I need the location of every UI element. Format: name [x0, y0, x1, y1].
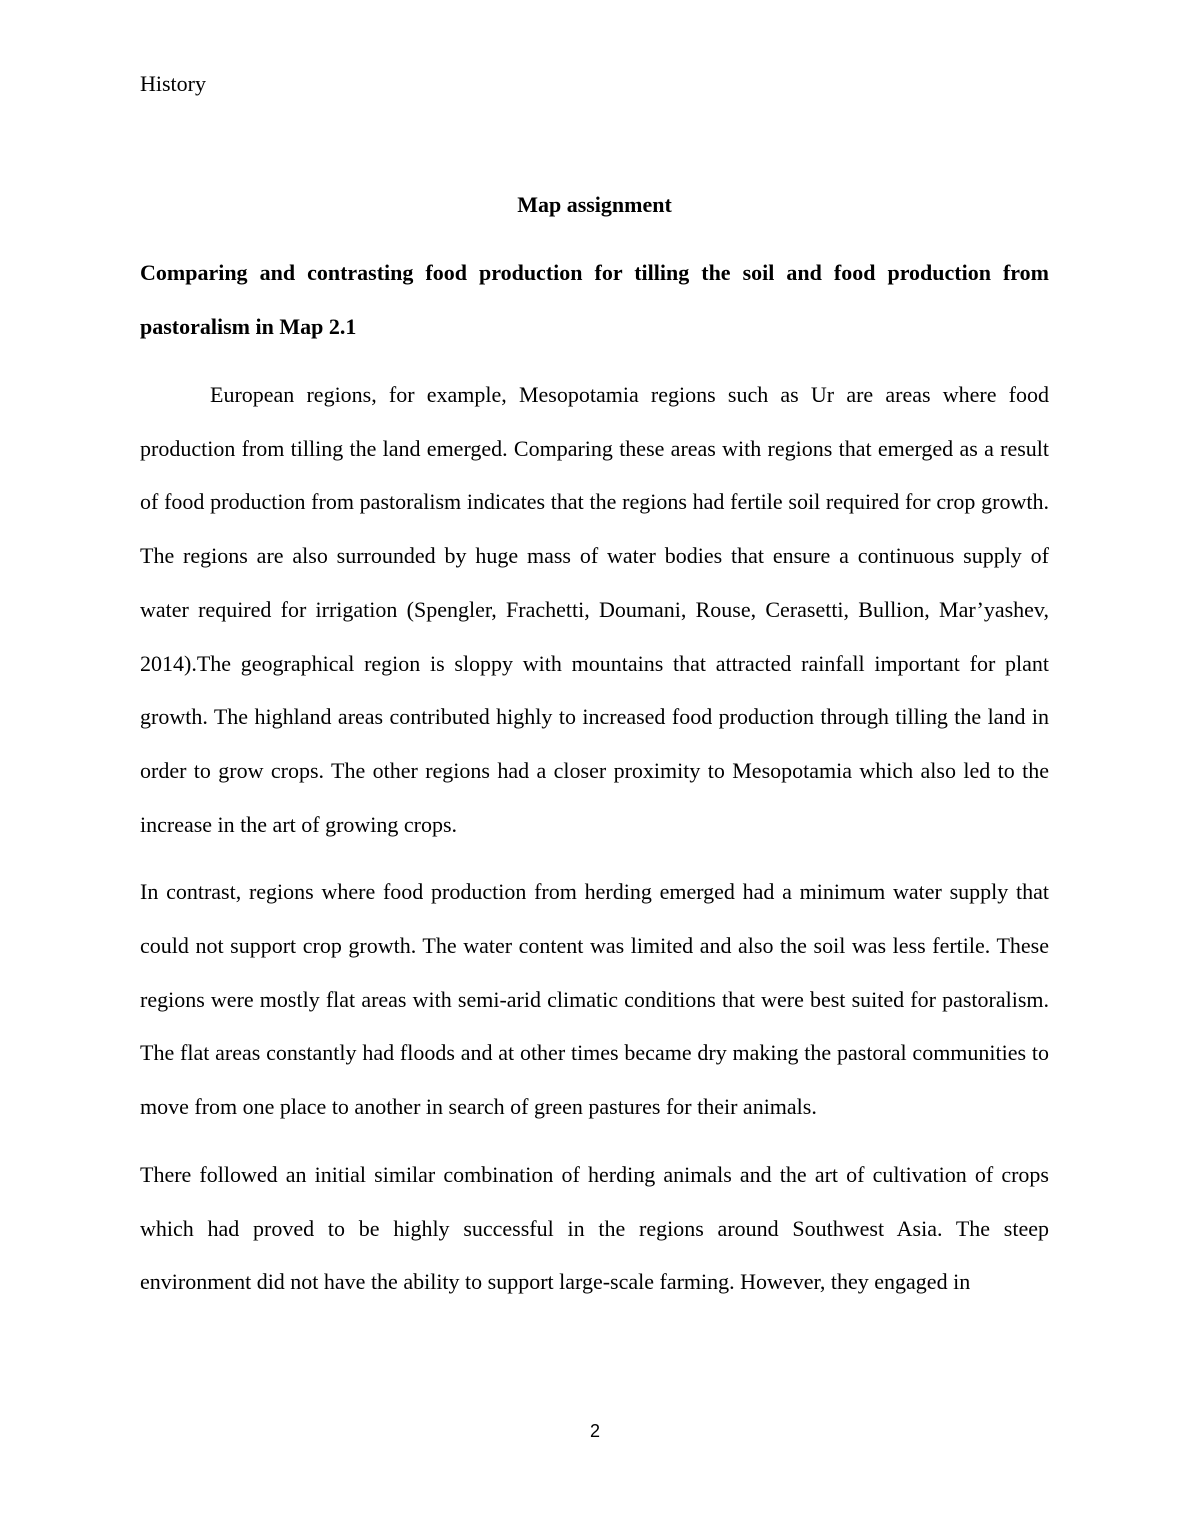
running-head: History — [140, 71, 206, 96]
document-body — [140, 178, 1049, 1323]
section-heading: Comparing and contrasting food production for tilling the soil and food production from pastoralism in Map 2.1 — [140, 260, 1049, 339]
page-number: 2 — [589, 1421, 600, 1441]
paragraph-3: There followed an initial similar combination of herding animals and the art of cultivation of crops which had proved to be highly successful in the regions around Southwest Asia. The steep environment did not have the ability to support large-scale farming. However, they engaged in — [140, 1161, 1049, 1295]
document-title: Map assignment — [517, 192, 672, 217]
paragraph-2: In contrast, regions where food production from herding emerged had a minimum water supply that could not support crop growth. The water content was limited and also the soil was less fertile. These regions were mostly flat areas with semi-arid climatic conditions that were best suited for pastoralism. The flat areas constantly had floods and at other times became dry making the pastoral communities to move from one place to another in search of green pastures for their animals. — [140, 879, 1049, 1120]
paragraph-1: European regions, for example, Mesopotamia regions such as Ur are areas where food production from tilling the land emerged. Comparing these areas with regions that emerged as a result of food production from pastoralism indicates that the regions had fertile soil required for crop growth. The regions are also surrounded by huge mass of water bodies that ensure a continuous supply of water required for irrigation (Spengler, Frachetti, Doumani, Rouse, Cerasetti, Bullion, Mar’yashev, 2014).The geographical region is sloppy with mountains that attracted rainfall important for plant growth. The highland areas contributed highly to increased food production through tilling the land in order to grow crops. The other regions had a closer proximity to Mesopotamia which also led to the increase in the art of growing crops. — [140, 382, 1049, 837]
